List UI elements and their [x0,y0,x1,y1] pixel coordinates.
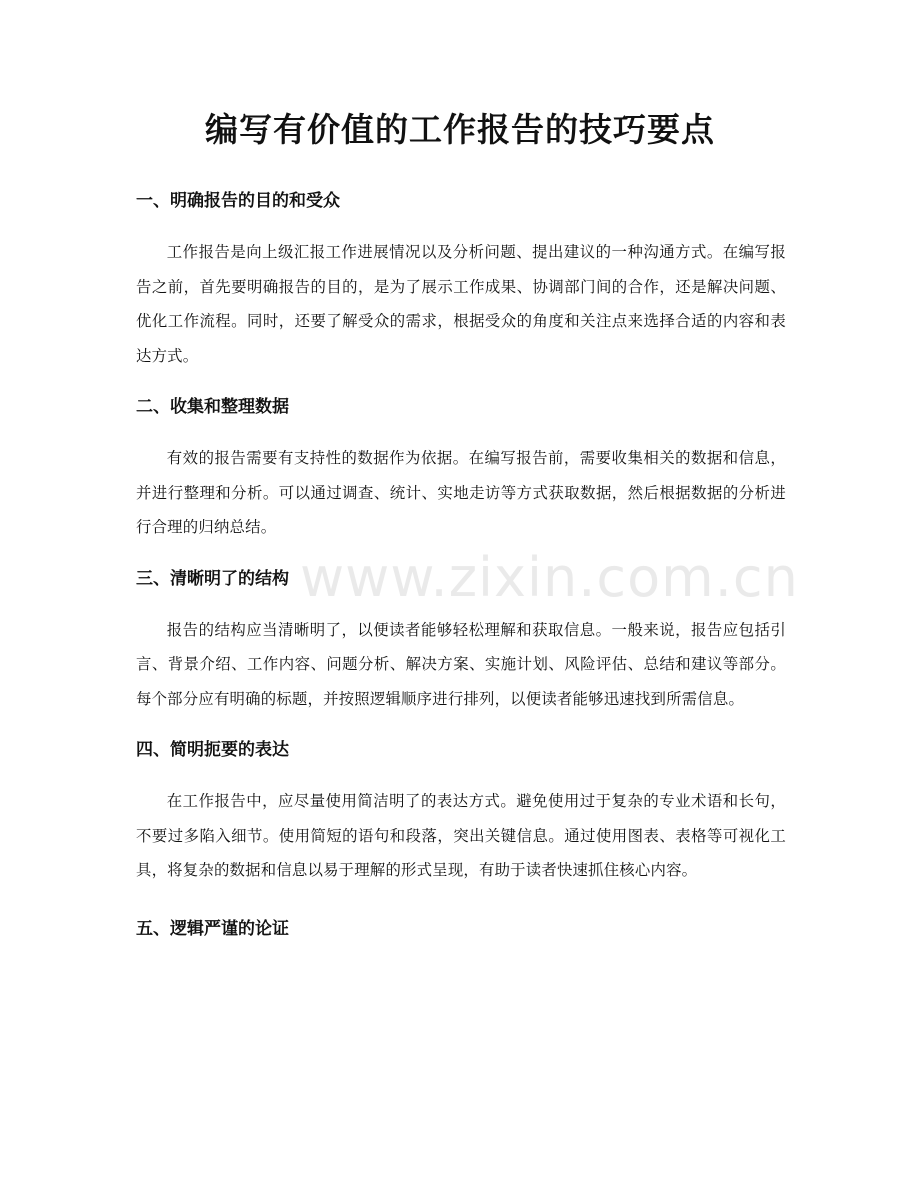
section-heading: 二、收集和整理数据 [136,397,289,417]
section-1 [136,186,786,373]
section-heading: 四、简明扼要的表达 [136,740,289,760]
section-paragraph: 在工作报告中，应尽量使用简洁明了的表达方式。避免使用过于复杂的专业术语和长句，不要过多陷入细节。使用简短的语句和段落，突出关键信息。通过使用图表、表格等可视化工具，将复杂的数据和信息以易于理解的形式呈现，有助于读者快速抓住核心内容。 [136,792,786,879]
section-3 [136,564,786,717]
section-heading: 三、清晰明了的结构 [136,568,289,589]
section-heading: 五、逻辑严谨的论证 [136,918,289,939]
section-2 [136,392,786,545]
document-body [136,186,786,944]
section-paragraph: 有效的报告需要有支持性的数据作为依据。在编写报告前，需要收集相关的数据和信息，并进行整理和分析。可以通过调查、统计、实地走访等方式获取数据，然后根据数据的分析进行合理的归纳总结。 [136,449,786,536]
section-5 [136,914,786,944]
section-paragraph: 报告的结构应当清晰明了，以便读者能够轻松理解和获取信息。一般来说，报告应包括引言、背景介绍、工作内容、问题分析、解决方案、实施计划、风险评估、总结和建议等部分。每个部分应有明确的标题，并按照逻辑顺序进行排列，以便读者能够迅速找到所需信息。 [136,620,786,708]
section-paragraph: 工作报告是向上级汇报工作进展情况以及分析问题、提出建议的一种沟通方式。在编写报告之前，首先要明确报告的目的，是为了展示工作成果、协调部门间的合作，还是解决问题、优化工作流程。同时，还要了解受众的需求，根据受众的角度和关注点来选择合适的内容和表达方式。 [136,243,786,365]
document-title: 编写有价值的工作报告的技巧要点 [205,110,715,149]
watermark-text: www.zixin.com.cn [300,546,799,609]
section-heading: 一、明确报告的目的和受众 [136,191,340,211]
section-4 [136,735,786,888]
